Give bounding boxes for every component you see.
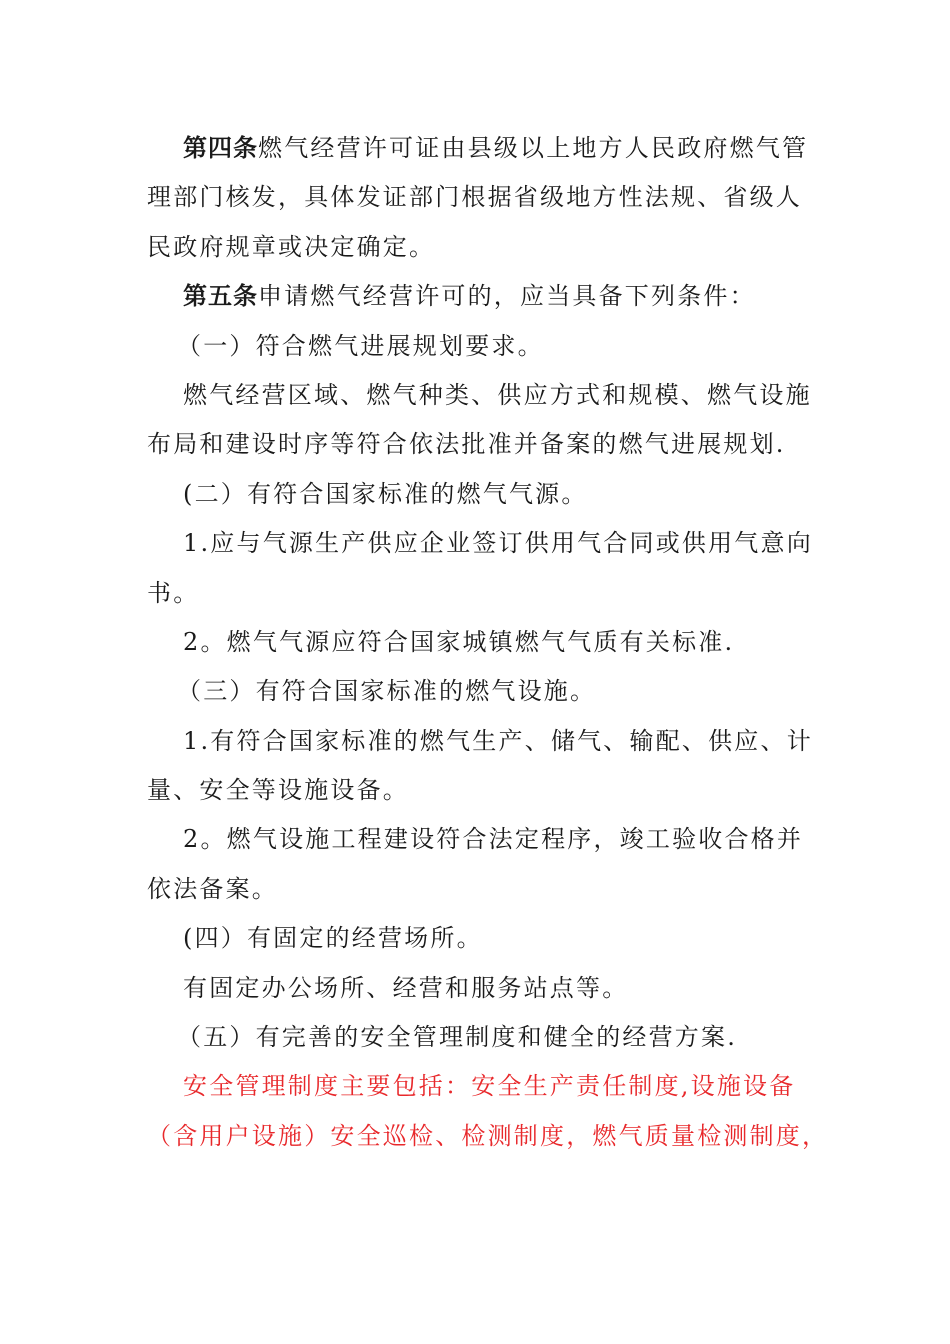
article4-text1: 燃气经营许可证由县级以上地方人民政府燃气管	[258, 134, 809, 162]
condition3-point2a: 2。燃气设施工程建设符合法定程序，竣工验收合格并	[183, 825, 804, 854]
article5-label: 第五条	[183, 282, 258, 311]
condition3-point2b: 依法备案。	[147, 874, 278, 903]
condition5-red-text2: （含用户设施）安全巡检、检测制度，燃气质量检测制度，	[147, 1121, 829, 1150]
condition4-title: (四）有固定的经营场所。	[183, 924, 483, 953]
condition5-title: （五）有完善的安全管理制度和健全的经营方案.	[177, 1023, 738, 1052]
condition2-point2: 2。燃气气源应符合国家城镇燃气气质有关标准.	[183, 627, 735, 656]
article4-line3: 民政府规章或决定确定。	[147, 232, 436, 261]
condition1-text1: 燃气经营区域、燃气种类、供应方式和规模、燃气设施	[183, 380, 812, 409]
condition3-point1b: 量、安全等设施设备。	[147, 776, 409, 805]
condition4-text: 有固定办公场所、经营和服务站点等。	[183, 973, 629, 1002]
article4-label: 第四条	[183, 134, 258, 162]
condition2-point1b: 书。	[147, 578, 200, 607]
condition2-point1a: 1.应与气源生产供应企业签订供用气合同或供用气意向	[183, 529, 813, 558]
condition5-red-text1: 安全管理制度主要包括：安全生产责任制度,设施设备	[183, 1072, 796, 1101]
article4-line1	[147, 124, 807, 173]
document-body	[147, 124, 829, 1161]
condition2-title: (二）有符合国家标准的燃气气源。	[183, 479, 588, 508]
condition3-title: （三）有符合国家标准的燃气设施。	[177, 677, 597, 706]
article4-line2: 理部门核发，具体发证部门根据省级地方性法规、省级人	[147, 183, 802, 212]
condition3-point1a: 1.有符合国家标准的燃气生产、储气、输配、供应、计	[183, 726, 813, 755]
condition1-text2: 布局和建设时序等符合依法批准并备案的燃气进展规划.	[147, 430, 786, 459]
condition1-title: （一）符合燃气进展规划要求。	[177, 331, 544, 360]
article5-text1: 申请燃气经营许可的，应当具备下列条件：	[258, 282, 756, 311]
article5-line1	[147, 272, 807, 321]
